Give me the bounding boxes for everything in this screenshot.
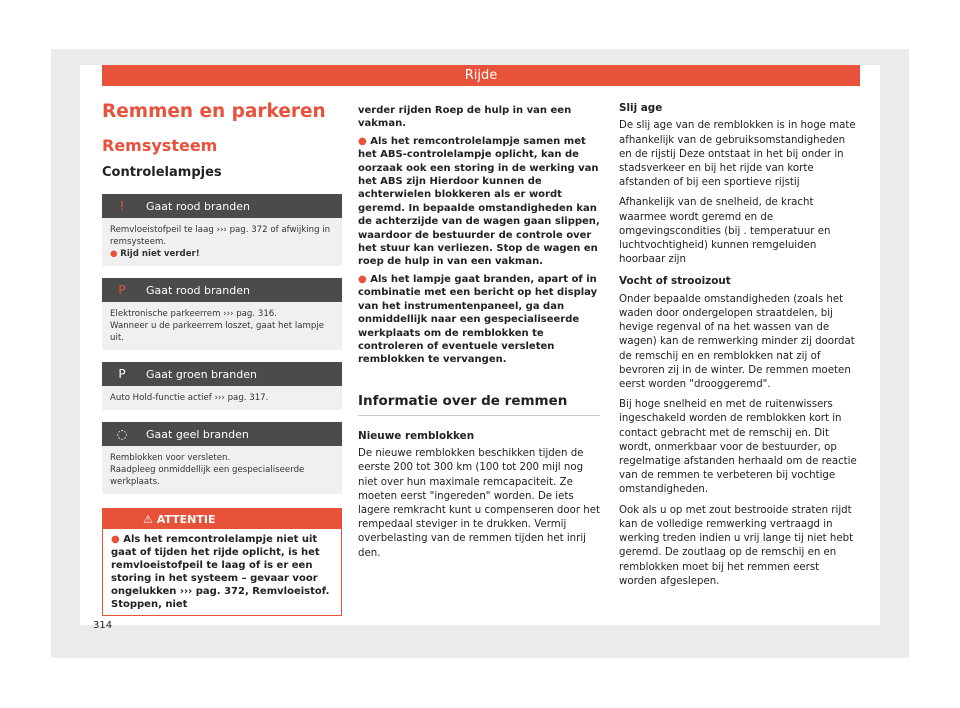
paragraph: Bij hoge snelheid en met de ruitenwissers ingeschakeld worden de remblokken kort in contact gebracht met de remschij en. Dit wordt, onmerkbaar voor de bestuurder, op regelmatige afstanden herhaald om de reactie van de remmen te verbeteren bij vochtige omstandigheden. [619, 399, 857, 496]
subheading: Vocht of strooizout [619, 275, 731, 288]
heading-section: Controlelampjes [102, 165, 222, 180]
lamp-title: Gaat rood branden [146, 199, 250, 213]
warning-icon: ⚠ [143, 512, 157, 526]
left-column [102, 100, 342, 616]
heading-main: Remmen en parkeren [102, 101, 326, 122]
paragraph: Als het remcontrolelampje samen met het ABS-controlelampje oplicht, kan de oorzaak ook een storing in de werking van het ABS zijn Hierdoor kunnen de achterwielen blokkeren als er wordt geremd. In bepaalde omstandigheden kan de achterzijde van de wagen gaan slippen, waardoor de bestuurder de controle over het stuur kan verliezen. Stop de wagen en roep de hulp in van een vakman. [358, 135, 600, 268]
paragraph: verder rijden Roep de hulp in van een vakman. [358, 105, 572, 130]
paragraph: De nieuwe remblokken beschikken tijden de eerste 200 tot 300 km (100 tot 200 mijl nog niet over hun maximale remcapaciteit. Ze moeten eerst "ingereden" worden. De iets lagere remkracht kunt u compenseren door het rempedaal steviger in te drukken. Vermij overbelasting van de remmen tijden het inrij den. [358, 448, 601, 559]
header-title: Rijde [464, 68, 498, 83]
warning-title: ATTENTIE [156, 512, 216, 526]
header-bar [102, 65, 860, 86]
lamp-title: Gaat rood branden [146, 283, 250, 297]
auto-hold-icon: P [118, 367, 126, 381]
lamp-extra: Raadpleeg onmiddellijk een gespecialiseerde werkplaats. [110, 465, 305, 487]
paragraph: Ook als u op met zout bestrooide straten rijdt kan de volledige remwerking vertraagd in werking treden indien u vrij lange tij niet hebt geremd. De zoutlaag op de remschij en en remblokken moet bij het remmen eerst worden afgeslepen. [619, 504, 854, 587]
lamp-4 [102, 422, 342, 494]
warning-header [103, 509, 341, 529]
middle-column: verder rijden Roep de hulp in van een vakman. ● Als het remcontrolelampje samen met het ABS-controlelampje oplicht, kan de oorzaak ook een storing in de werking van het ABS zijn Hierdoor kunnen de achterwielen blokkeren als er wordt geremd. In bepaalde omstandigheden kan de achterzijde van de wagen gaan slippen, waardoor de bestuurder de controle over het stuur kan verliezen. Stop de wagen en roep de hulp in van een vakman. ● Als het lampje gaat branden, apart of in combinatie met een bericht op het display van het instrumentenpaneel, ga dan onmiddellijk naar een gespecialiseerde werkplaats om de remblokken te controleren of eventuele versleten remblokken te vervangen. Informatie over de remmen Nieuwe remblokken De nieuwe remblokken beschikken tijden de eerste 200 tot 300 km (100 tot 200 mijl nog niet over hun maximale remcapaciteit. Ze moeten eerst "ingereden" worden. De iets lagere remkracht kunt u compenseren door het rempedaal steviger in te drukken. Vermij overbelasting van de remmen tijden het inrij den. [358, 104, 600, 561]
brake-warning-icon: ! [119, 199, 125, 213]
brake-pad-icon: ◌ [116, 427, 128, 441]
warning-box: ⚠ ATTENTIE ● Als het remcontrolelampje niet uit gaat of tijden het rijde oplicht, is het remvloeistofpeil te laag of is er een storing in het systeem – gevaar voor ongelukken ››› pag. 372, Remvloeistof. Stoppen, niet [102, 508, 342, 616]
warning-text: Als het remcontrolelampje niet uit gaat of tijden het rijde oplicht, is het remvloeistofpeil te laag of is er een storing in het systeem – gevaar voor ongelukken ››› pag. 372, Remvloeistof. Stoppen, niet [111, 534, 330, 610]
lamp-text: Auto Hold-functie actief ››› pag. 317. [110, 393, 269, 403]
lamp-2 [102, 278, 342, 350]
page-number: 314 [93, 620, 113, 631]
lamp-extra: Wanneer u de parkeerrem loszet, gaat het lampje uit. [110, 321, 325, 343]
lamp-1: ! Gaat rood branden Remvloeistofpeil te laag ››› pag. 372 of afwijking in remsysteem. ● Rijd niet verder! [102, 194, 342, 266]
paragraph: Afhankelijk van de snelheid, de kracht waarmee wordt geremd en de omgevingscondities (bij . temperatuur en luchtvochtigheid) kunnen remgeluiden hoorbaar zijn [619, 197, 831, 266]
lamp-title: Gaat groen branden [146, 367, 257, 381]
right-column [619, 102, 859, 589]
paragraph: Als het lampje gaat branden, apart of in combinatie met een bericht op het display van het instrumentenpaneel, ga dan onmiddellijk naar een gespecialiseerde werkplaats om de remblokken te controleren of eventuele versleten remblokken te vervangen. [358, 273, 598, 366]
lamp-text: Remblokken voor versleten. [110, 453, 231, 463]
parking-brake-icon: P [118, 283, 126, 297]
subheading: Nieuwe remblokken [358, 429, 475, 442]
lamp-title: Gaat geel branden [146, 427, 249, 441]
section-title: Informatie over de remmen [358, 393, 600, 416]
lamp-text: Elektronische parkeerrem ››› pag. 316. [110, 309, 277, 319]
lamp-3 [102, 362, 342, 410]
heading-sub: Remsysteem [102, 136, 218, 155]
lamp-extra: Rijd niet verder! [120, 249, 200, 259]
paragraph: Onder bepaalde omstandigheden (zoals het waden door ondergelopen straatdelen, bij hevige regenval of na het wassen van de wagen) kan de remwerking minder zij doordat de remschij en en remblokken nat zij of bevroren zij in de winter. De remmen moeten eerst worden "drooggeremd". [619, 293, 855, 391]
subheading: Slij age [619, 102, 663, 114]
lamp-text: Remvloeistofpeil te laag ››› pag. 372 of afwijking in remsysteem. [110, 225, 331, 247]
paragraph: De slij age van de remblokken is in hoge mate afhankelijk van de gebruiksomstandigheden en de rijstij Deze ontstaat in het bij onder in stadsverkeer en bij het rijde van korte afstanden of bij een sportieve rijstij [619, 120, 856, 189]
